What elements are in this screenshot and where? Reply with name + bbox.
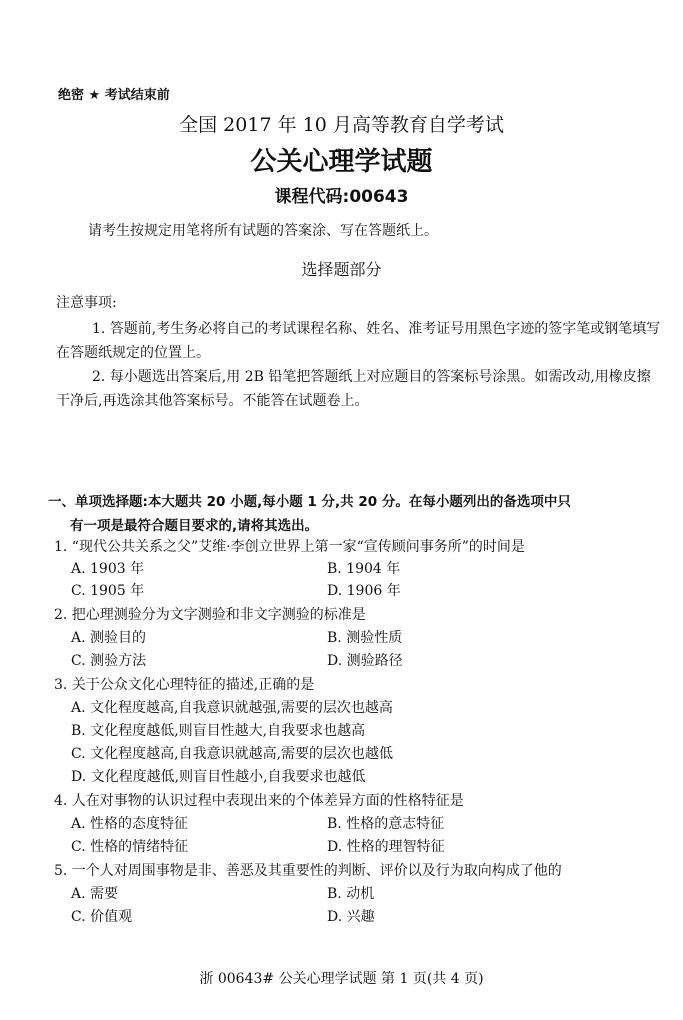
exam-title: 全国 2017 年 10 月高等教育自学考试 [179, 114, 504, 136]
question-3-option-a: A. 文化程度越高,自我意识就越强,需要的层次也越高 [71, 700, 393, 716]
question-5-option-a: A. 需要 [71, 886, 119, 902]
question-2-option-c: C. 测验方法 [71, 653, 147, 669]
question-stem-1: 1. “现代公共关系之父”艾维·李创立世界上第一家“宣传顾问事务所”的时间是 [54, 539, 525, 555]
question-5-option-d: D. 兴趣 [327, 909, 375, 925]
question-1-option-b: B. 1904 年 [327, 561, 401, 577]
question-4-option-a: A. 性格的态度特征 [71, 816, 189, 832]
question-2-option-b: B. 测验性质 [327, 630, 403, 646]
question-1-option-c: C. 1905 年 [71, 583, 145, 599]
subject-title: 公关心理学试题 [250, 147, 433, 177]
question-4-option-b: B. 性格的意志特征 [327, 816, 445, 832]
section-title: 选择题部分 [301, 260, 382, 279]
question-stem-2: 2. 把心理测验分为文字测验和非文字测验的标准是 [54, 607, 366, 623]
note-line: 干净后,再选涂其他答案标号。不能答在试题卷上。 [56, 393, 369, 409]
course-code: 课程代码:00643 [274, 187, 409, 207]
general-instruction: 请考生按规定用笔将所有试题的答案涂、写在答题纸上。 [88, 223, 438, 239]
part1-header-line1: 一、单项选择题:本大题共 20 小题,每小题 1 分,共 20 分。在每小题列出的备选项中只 [48, 494, 571, 510]
page-footer: 浙 00643# 公关心理学试题 第 1 页(共 4 页) [199, 971, 484, 987]
question-5-option-b: B. 动机 [327, 886, 375, 902]
question-2-option-a: A. 测验目的 [71, 630, 147, 646]
note-line: 1. 答题前,考生务必将自己的考试课程名称、姓名、准考证号用黑色字迹的签字笔或钢笔填写 [92, 321, 661, 337]
question-4-option-c: C. 性格的情绪特征 [71, 839, 189, 855]
question-3-option-d: D. 文化程度越低,则盲目性越小,自我要求也越低 [71, 769, 366, 785]
question-3-option-b: B. 文化程度越低,则盲目性越大,自我要求也越高 [71, 723, 366, 739]
confidential-label: 绝密 ★ 考试结束前 [58, 88, 170, 103]
question-5-option-c: C. 价值观 [71, 909, 133, 925]
question-stem-4: 4. 人在对事物的认识过程中表现出来的个体差异方面的性格特征是 [54, 793, 464, 809]
notes-label: 注意事项: [56, 295, 117, 311]
question-4-option-d: D. 性格的理智特征 [327, 839, 445, 855]
part1-header-line2: 有一项是最符合题目要求的,请将其选出。 [70, 518, 319, 534]
question-2-option-d: D. 测验路径 [327, 653, 403, 669]
question-stem-3: 3. 关于公众文化心理特征的描述,正确的是 [54, 677, 315, 693]
note-line: 在答题纸规定的位置上。 [56, 345, 210, 361]
note-line: 2. 每小题选出答案后,用 2B 铅笔把答题纸上对应题目的答案标号涂黑。如需改动,用橡皮擦 [92, 369, 651, 385]
question-1-option-d: D. 1906 年 [327, 583, 401, 599]
question-1-option-a: A. 1903 年 [71, 561, 145, 577]
question-stem-5: 5. 一个人对周围事物是非、善恶及其重要性的判断、评价以及行为取向构成了他的 [54, 863, 562, 879]
question-3-option-c: C. 文化程度越高,自我意识就越高,需要的层次也越低 [71, 746, 394, 762]
